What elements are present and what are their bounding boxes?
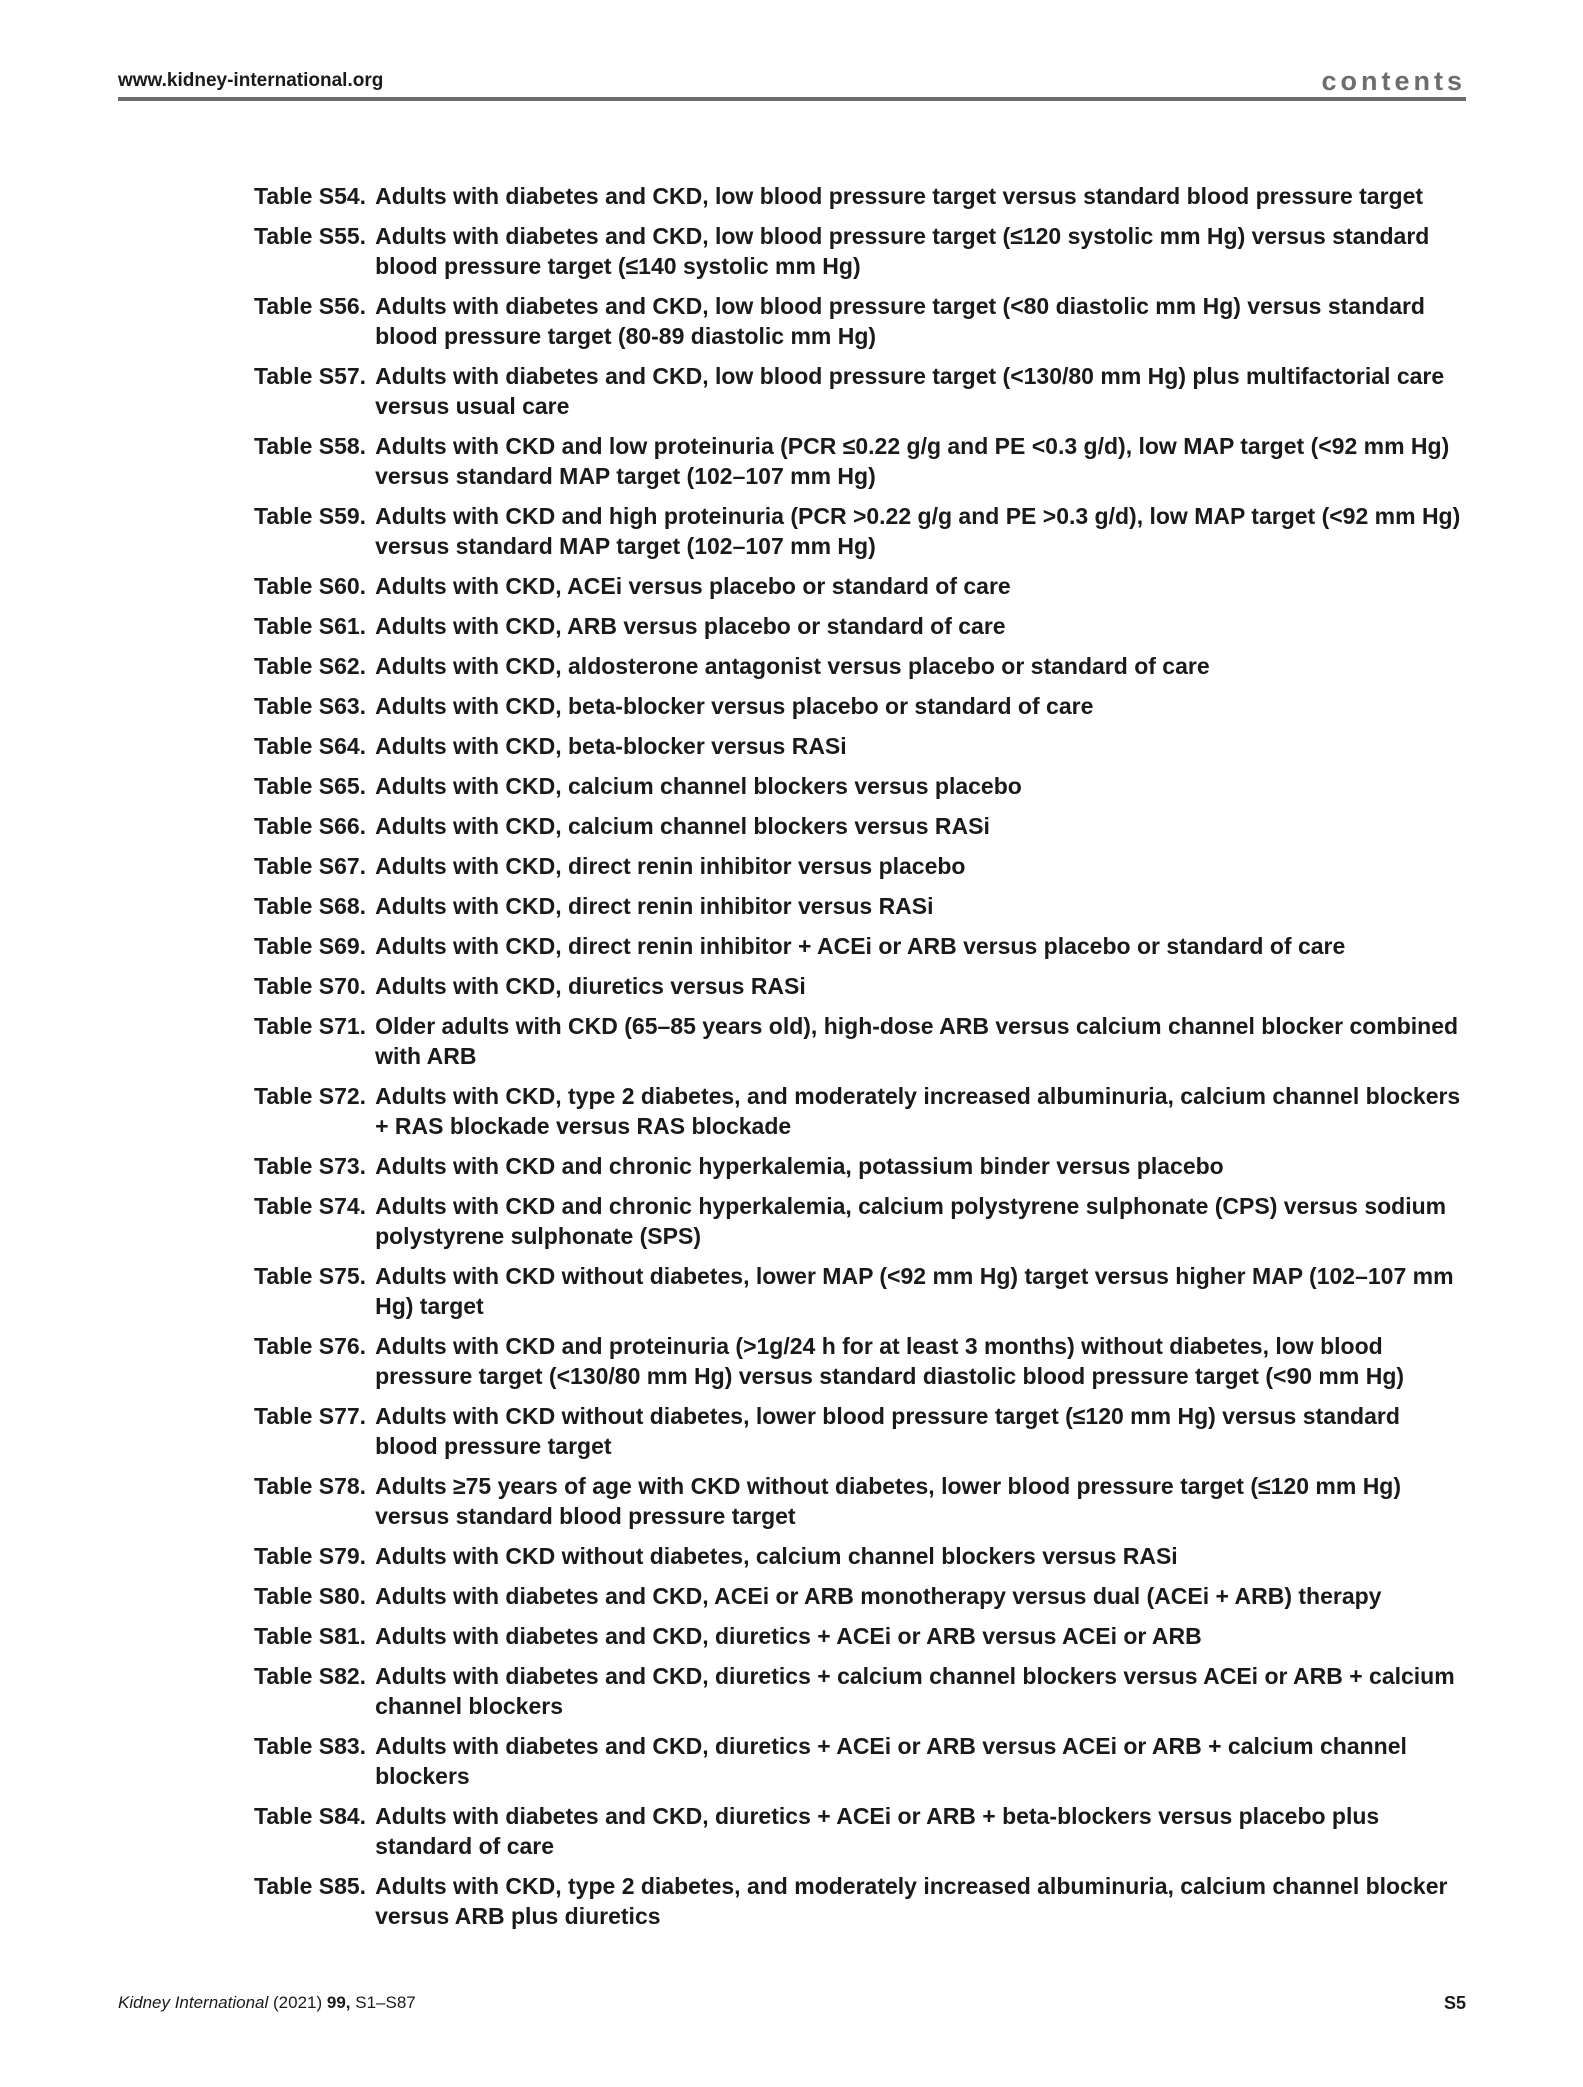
toc-entry-title: Adults with CKD, type 2 diabetes, and moderately increased albuminuria, calcium channel blocker versus ARB plus diuretics xyxy=(375,1873,1448,1929)
table-of-contents xyxy=(254,181,1466,1941)
toc-entry-label: Table S65. xyxy=(254,773,367,799)
toc-entry[interactable] xyxy=(254,1401,1466,1461)
section-label: contents xyxy=(1321,66,1466,96)
toc-entry-title: Adults with CKD, calcium channel blockers versus RASi xyxy=(375,813,990,839)
toc-entry[interactable] xyxy=(254,731,1466,761)
toc-entry-label: Table S67. xyxy=(254,853,367,879)
toc-entry-title: Adults with diabetes and CKD, diuretics + calcium channel blockers versus ACEi or ARB + calcium channel blockers xyxy=(375,1663,1455,1719)
toc-entry[interactable] xyxy=(254,1621,1466,1651)
toc-entry-label: Table S60. xyxy=(254,573,367,599)
toc-entry[interactable] xyxy=(254,651,1466,681)
toc-entry-title: Adults with CKD, direct renin inhibitor + ACEi or ARB versus placebo or standard of care xyxy=(375,933,1346,959)
toc-entry[interactable] xyxy=(254,851,1466,881)
toc-entry[interactable] xyxy=(254,1191,1466,1251)
toc-entry-label: Table S79. xyxy=(254,1543,367,1569)
toc-entry-label: Table S75. xyxy=(254,1263,367,1289)
toc-entry[interactable] xyxy=(254,1801,1466,1861)
toc-entry-label: Table S57. xyxy=(254,363,367,389)
site-url-link[interactable]: www.kidney-international.org xyxy=(118,70,384,91)
toc-entry-title: Adults with CKD, beta-blocker versus placebo or standard of care xyxy=(375,693,1094,719)
toc-entry-label: Table S58. xyxy=(254,433,367,459)
toc-entry-label: Table S63. xyxy=(254,693,367,719)
toc-entry-title: Adults with CKD, direct renin inhibitor versus RASi xyxy=(375,893,934,919)
journal-citation xyxy=(118,1993,416,2013)
toc-entry[interactable] xyxy=(254,1151,1466,1181)
toc-entry-title: Adults with CKD, ACEi versus placebo or standard of care xyxy=(375,573,1011,599)
toc-entry-title: Adults with CKD, ARB versus placebo or standard of care xyxy=(375,613,1006,639)
toc-entry-title: Older adults with CKD (65–85 years old), high-dose ARB versus calcium channel blocker combined with ARB xyxy=(375,1013,1459,1069)
toc-entry-label: Table S81. xyxy=(254,1623,367,1649)
toc-entry-label: Table S68. xyxy=(254,893,367,919)
toc-entry[interactable] xyxy=(254,691,1466,721)
toc-entry[interactable] xyxy=(254,1871,1466,1931)
toc-entry[interactable] xyxy=(254,361,1466,421)
toc-entry-title: Adults with CKD, aldosterone antagonist versus placebo or standard of care xyxy=(375,653,1210,679)
toc-entry-label: Table S77. xyxy=(254,1403,367,1429)
header-divider xyxy=(118,97,1466,101)
toc-entry-label: Table S78. xyxy=(254,1473,367,1499)
toc-entry[interactable] xyxy=(254,1731,1466,1791)
toc-entry-title: Adults with diabetes and CKD, low blood pressure target (≤120 systolic mm Hg) versus standard blood pressure target (≤140 systolic mm Hg) xyxy=(375,223,1430,279)
toc-entry-title: Adults with CKD and low proteinuria (PCR ≤0.22 g/g and PE <0.3 g/d), low MAP target (<92 mm Hg) versus standard MAP target (102–107 mm Hg) xyxy=(375,433,1450,489)
toc-entry[interactable] xyxy=(254,571,1466,601)
toc-entry-label: Table S76. xyxy=(254,1333,367,1359)
journal-pages: S1–S87 xyxy=(355,1993,416,2012)
toc-entry-title: Adults with CKD, type 2 diabetes, and moderately increased albuminuria, calcium channel blockers + RAS blockade versus RAS blockade xyxy=(375,1083,1461,1139)
toc-entry[interactable] xyxy=(254,1011,1466,1071)
toc-entry-label: Table S74. xyxy=(254,1193,367,1219)
toc-entry-title: Adults with diabetes and CKD, low blood pressure target (<80 diastolic mm Hg) versus standard blood pressure target (80-89 diastolic mm Hg) xyxy=(375,293,1425,349)
toc-entry[interactable] xyxy=(254,221,1466,281)
toc-entry[interactable] xyxy=(254,1081,1466,1141)
toc-entry-title: Adults with diabetes and CKD, ACEi or ARB monotherapy versus dual (ACEi + ARB) therapy xyxy=(375,1583,1382,1609)
toc-entry-title: Adults with diabetes and CKD, low blood pressure target (<130/80 mm Hg) plus multifactorial care versus usual care xyxy=(375,363,1445,419)
toc-entry-title: Adults with CKD and chronic hyperkalemia, potassium binder versus placebo xyxy=(375,1153,1224,1179)
toc-entry[interactable] xyxy=(254,501,1466,561)
toc-entry-label: Table S73. xyxy=(254,1153,367,1179)
toc-entry-label: Table S83. xyxy=(254,1733,367,1759)
toc-entry-title: Adults with diabetes and CKD, diuretics + ACEi or ARB + beta-blockers versus placebo plus standard of care xyxy=(375,1803,1380,1859)
toc-entry-label: Table S82. xyxy=(254,1663,367,1689)
toc-entry-title: Adults with diabetes and CKD, diuretics + ACEi or ARB versus ACEi or ARB + calcium channel blockers xyxy=(375,1733,1407,1789)
toc-entry[interactable] xyxy=(254,291,1466,351)
toc-entry[interactable] xyxy=(254,1471,1466,1531)
toc-entry-title: Adults with CKD without diabetes, lower MAP (<92 mm Hg) target versus higher MAP (102–107 mm Hg) target xyxy=(375,1263,1454,1319)
toc-entry-label: Table S61. xyxy=(254,613,367,639)
toc-entry-label: Table S56. xyxy=(254,293,367,319)
toc-entry-label: Table S64. xyxy=(254,733,367,759)
toc-entry-label: Table S71. xyxy=(254,1013,367,1039)
page-header xyxy=(118,66,1466,96)
journal-year: (2021) xyxy=(273,1993,323,2012)
toc-entry-label: Table S55. xyxy=(254,223,367,249)
toc-entry[interactable] xyxy=(254,891,1466,921)
toc-entry-title: Adults with CKD, direct renin inhibitor versus placebo xyxy=(375,853,966,879)
journal-volume: 99, xyxy=(326,1993,351,2012)
toc-entry-label: Table S70. xyxy=(254,973,367,999)
page-number: S5 xyxy=(1443,1993,1466,2013)
toc-entry-title: Adults with diabetes and CKD, low blood pressure target versus standard blood pressure target xyxy=(375,183,1424,209)
page-footer xyxy=(118,1993,1466,2019)
toc-entry[interactable] xyxy=(254,931,1466,961)
toc-entry[interactable] xyxy=(254,431,1466,491)
toc-entry-title: Adults with CKD, diuretics versus RASi xyxy=(375,973,806,999)
toc-entry-label: Table S59. xyxy=(254,503,367,529)
toc-entry[interactable] xyxy=(254,181,1466,211)
toc-entry-title: Adults with CKD without diabetes, calcium channel blockers versus RASi xyxy=(375,1543,1178,1569)
toc-entry[interactable] xyxy=(254,1581,1466,1611)
toc-entry[interactable] xyxy=(254,811,1466,841)
toc-entry-title: Adults with CKD and proteinuria (>1g/24 h for at least 3 months) without diabetes, low blood pressure target (<130/80 mm Hg) versus standard diastolic blood pressure target (<90 mm Hg) xyxy=(375,1333,1405,1389)
toc-entry[interactable] xyxy=(254,971,1466,1001)
toc-entry[interactable] xyxy=(254,771,1466,801)
toc-entry[interactable] xyxy=(254,1661,1466,1721)
toc-entry[interactable] xyxy=(254,611,1466,641)
toc-entry-label: Table S85. xyxy=(254,1873,367,1899)
toc-entry[interactable] xyxy=(254,1541,1466,1571)
toc-entry-title: Adults with diabetes and CKD, diuretics + ACEi or ARB versus ACEi or ARB xyxy=(375,1623,1202,1649)
toc-entry-label: Table S62. xyxy=(254,653,367,679)
toc-entry-label: Table S80. xyxy=(254,1583,367,1609)
toc-entry-title: Adults with CKD without diabetes, lower blood pressure target (≤120 mm Hg) versus standard blood pressure target xyxy=(375,1403,1400,1459)
toc-entry-title: Adults with CKD, calcium channel blockers versus placebo xyxy=(375,773,1022,799)
toc-entry[interactable] xyxy=(254,1261,1466,1321)
toc-entry-label: Table S72. xyxy=(254,1083,367,1109)
journal-name: Kidney International xyxy=(118,1993,269,2012)
toc-entry-label: Table S69. xyxy=(254,933,367,959)
toc-entry-title: Adults ≥75 years of age with CKD without diabetes, lower blood pressure target (≤120 mm Hg) versus standard blood pressure target xyxy=(375,1473,1402,1529)
toc-entry-title: Adults with CKD and chronic hyperkalemia, calcium polystyrene sulphonate (CPS) versus sodium polystyrene sulphonate (SPS) xyxy=(375,1193,1447,1249)
toc-entry-label: Table S84. xyxy=(254,1803,367,1829)
toc-entry-label: Table S66. xyxy=(254,813,367,839)
toc-entry[interactable] xyxy=(254,1331,1466,1391)
toc-entry-title: Adults with CKD, beta-blocker versus RASi xyxy=(375,733,847,759)
toc-entry-label: Table S54. xyxy=(254,183,367,209)
toc-entry-title: Adults with CKD and high proteinuria (PCR >0.22 g/g and PE >0.3 g/d), low MAP target (<92 mm Hg) versus standard MAP target (102–107 mm Hg) xyxy=(375,503,1461,559)
